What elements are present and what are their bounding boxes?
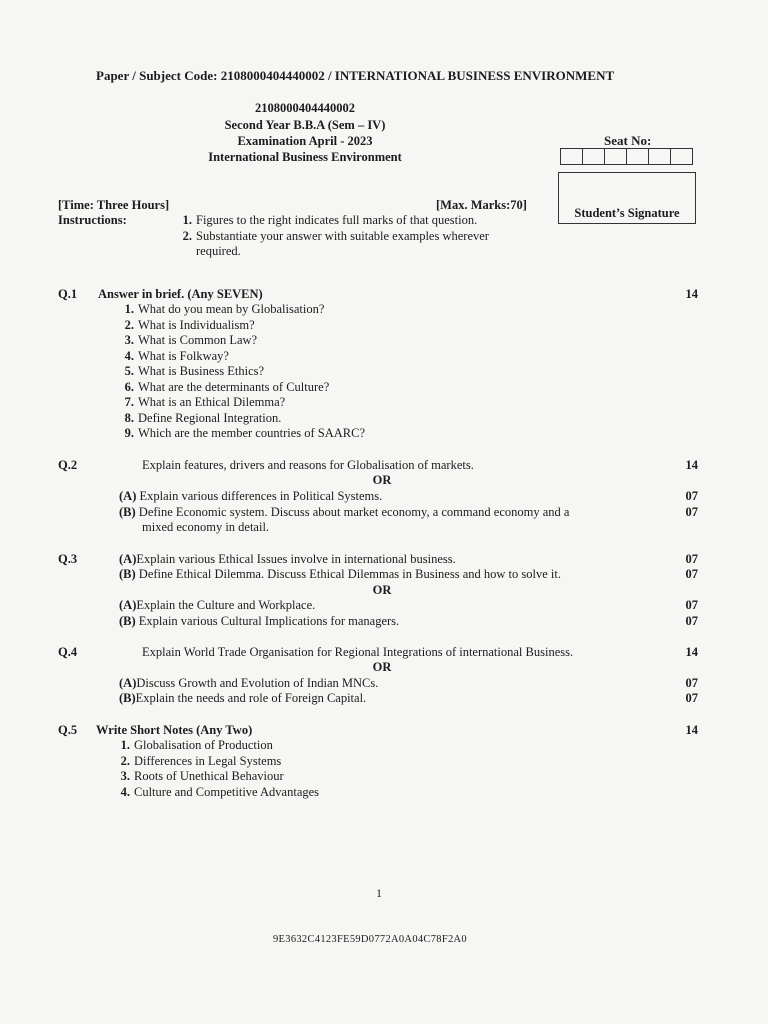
item-text: Define Regional Integration. xyxy=(138,411,282,425)
list-item xyxy=(112,426,365,441)
sub-question-marks: 07 xyxy=(685,676,698,690)
time-label: [Time: Three Hours] xyxy=(58,198,170,212)
item-text: Which are the member countries of SAARC? xyxy=(138,426,366,440)
paper-code-line: Paper / Subject Code: 2108000404440002 / INTERNATIONAL BUSINESS ENVIRONMENT xyxy=(96,68,615,83)
item-number: 3. xyxy=(124,333,134,347)
signature-box xyxy=(558,172,696,224)
or-separator: OR xyxy=(372,473,392,487)
sub-question-marks: 07 xyxy=(685,691,698,705)
question-number: Q.1 xyxy=(58,287,78,301)
item-number: 7. xyxy=(124,395,134,409)
list-item xyxy=(112,380,329,395)
question-number: Q.5 xyxy=(58,723,78,737)
header-subject: International Business Environment xyxy=(208,150,402,164)
sub-question-continuation: mixed economy in detail. xyxy=(142,520,270,534)
list-item xyxy=(112,349,229,364)
question-marks: 14 xyxy=(685,287,698,301)
instruction-item xyxy=(170,229,489,244)
list-item xyxy=(112,333,257,348)
sub-question-text: Discuss Growth and Evolution of Indian MNCs. xyxy=(136,676,379,690)
instruction-text: Figures to the right indicates full marks of that question. xyxy=(196,213,478,227)
item-text: What is Common Law? xyxy=(138,333,258,347)
item-text: What do you mean by Globalisation? xyxy=(138,302,325,316)
sub-question-marks: 07 xyxy=(685,552,698,566)
question-number: Q.3 xyxy=(58,552,78,566)
sub-question-label: (B) xyxy=(119,567,136,581)
sub-question-label: (B) xyxy=(119,614,136,628)
footer-hash-code: 9E3632C4123FE59D0772A0A04C78F2A0 xyxy=(273,934,467,945)
header-code: 2108000404440002 xyxy=(255,101,355,115)
sub-question-marks: 07 xyxy=(685,567,698,581)
question-number: Q.4 xyxy=(58,645,78,659)
header-exam: Examination April - 2023 xyxy=(237,134,373,148)
sub-question xyxy=(119,567,561,582)
item-text: What is Folkway? xyxy=(138,349,229,363)
sub-question-marks: 07 xyxy=(685,598,698,612)
signature-label: Student’s Signature xyxy=(574,206,680,220)
instructions-label: Instructions: xyxy=(58,213,127,227)
item-number: 2. xyxy=(124,318,134,332)
item-text: Globalisation of Production xyxy=(134,738,273,752)
list-item xyxy=(108,754,281,769)
item-text: Culture and Competitive Advantages xyxy=(134,785,320,799)
list-item xyxy=(112,411,281,426)
list-item xyxy=(108,738,273,753)
item-number: 5. xyxy=(124,364,134,378)
item-text: What are the determinants of Culture? xyxy=(138,380,330,394)
sub-question-marks: 07 xyxy=(685,614,698,628)
item-number: 4. xyxy=(120,785,130,799)
item-text: Differences in Legal Systems xyxy=(134,754,282,768)
question-title: Answer in brief. (Any SEVEN) xyxy=(98,287,263,301)
question-text: Explain World Trade Organisation for Regional Integrations of international Business. xyxy=(142,645,574,659)
item-number: 4. xyxy=(124,349,134,363)
item-text: What is an Ethical Dilemma? xyxy=(138,395,286,409)
sub-question xyxy=(119,598,315,613)
sub-question-text: Define Ethical Dilemma. Discuss Ethical Dilemmas in Business and how to solve it. xyxy=(138,567,561,581)
item-number: 1. xyxy=(120,738,130,752)
seat-number-boxes xyxy=(561,148,693,165)
or-separator: OR xyxy=(372,583,392,597)
sub-question-marks: 07 xyxy=(685,489,698,503)
question-marks: 14 xyxy=(685,458,698,472)
sub-question-text: Explain various differences in Political Systems. xyxy=(139,489,383,503)
sub-question xyxy=(119,489,382,504)
instruction-number: 2. xyxy=(182,229,192,243)
sub-question xyxy=(119,676,378,691)
item-number: 3. xyxy=(120,769,130,783)
instruction-text: Substantiate your answer with suitable examples wherever xyxy=(196,229,489,243)
list-item xyxy=(112,302,324,317)
sub-question xyxy=(119,552,456,567)
sub-question-marks: 07 xyxy=(685,505,698,519)
sub-question-label: (A) xyxy=(119,598,137,612)
item-text: What is Individualism? xyxy=(138,318,255,332)
item-number: 8. xyxy=(124,411,134,425)
list-item xyxy=(108,769,284,784)
sub-question xyxy=(119,505,569,520)
sub-question-label: (B) xyxy=(119,691,136,705)
item-number: 2. xyxy=(120,754,130,768)
item-text: Roots of Unethical Behaviour xyxy=(134,769,284,783)
list-item xyxy=(108,785,319,800)
item-number: 1. xyxy=(124,302,134,316)
sub-question-label: (A) xyxy=(119,489,137,503)
list-item xyxy=(112,318,255,333)
item-number: 9. xyxy=(124,426,134,440)
sub-question-text: Explain various Ethical Issues involve in international business. xyxy=(136,552,456,566)
sub-question xyxy=(119,691,366,706)
header-year: Second Year B.B.A (Sem – IV) xyxy=(224,118,386,132)
sub-question-text: Explain the needs and role of Foreign Capital. xyxy=(135,691,367,705)
sub-question-text: Define Economic system. Discuss about market economy, a command economy and a xyxy=(138,505,570,519)
item-text: What is Business Ethics? xyxy=(138,364,265,378)
question-marks: 14 xyxy=(685,723,698,737)
sub-question xyxy=(119,614,399,629)
question-title: Write Short Notes (Any Two) xyxy=(96,723,253,737)
sub-question-label: (A) xyxy=(119,552,137,566)
page-number: 1 xyxy=(376,886,382,900)
seat-number-label: Seat No: xyxy=(604,133,652,148)
sub-question-text: Explain various Cultural Implications for managers. xyxy=(138,614,400,628)
question-marks: 14 xyxy=(685,645,698,659)
list-item xyxy=(112,395,285,410)
instruction-text: required. xyxy=(196,244,241,258)
sub-question-label: (A) xyxy=(119,676,137,690)
max-marks-label: [Max. Marks:70] xyxy=(436,198,527,212)
list-item xyxy=(112,364,264,379)
item-number: 6. xyxy=(124,380,134,394)
question-number: Q.2 xyxy=(58,458,78,472)
or-separator: OR xyxy=(372,660,392,674)
instruction-item xyxy=(170,244,241,259)
question-text: Explain features, drivers and reasons for Globalisation of markets. xyxy=(142,458,474,472)
instruction-item xyxy=(170,213,477,228)
instruction-number: 1. xyxy=(182,213,192,227)
sub-question-text: Explain the Culture and Workplace. xyxy=(136,598,316,612)
sub-question-label: (B) xyxy=(119,505,136,519)
